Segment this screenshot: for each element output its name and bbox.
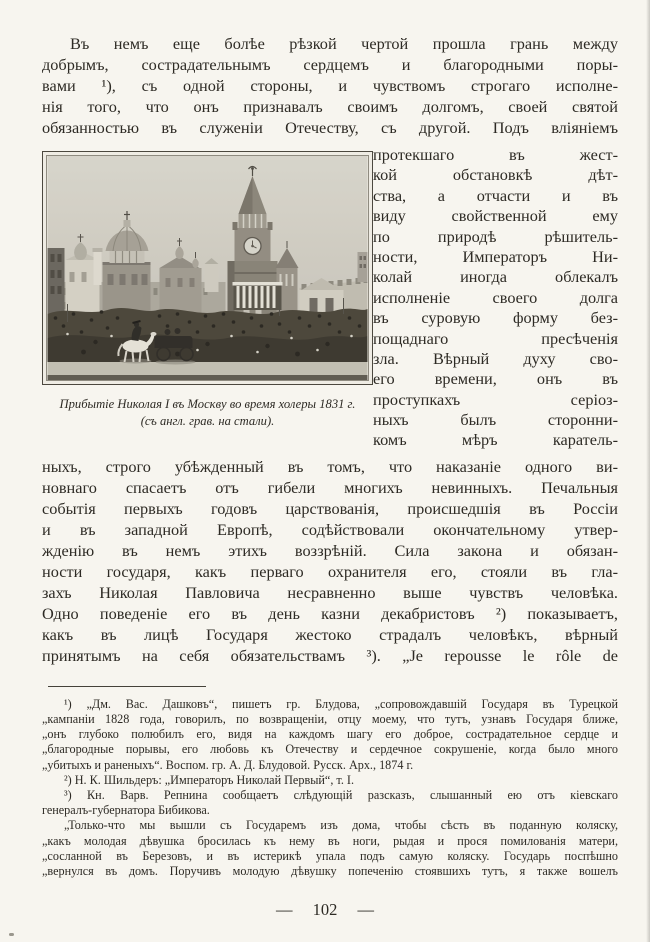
wrap-line: по природѣ рѣшитель- <box>373 226 618 246</box>
figure-and-wrap-text-row <box>42 145 618 451</box>
body-line: ныхъ, строго убѣжденный въ томъ, что наказаніе одного ви- <box>42 456 618 476</box>
body-line: захъ Николая Павловича несравненно выше чувствъ человѣка. <box>42 582 618 602</box>
figure-caption <box>34 396 381 430</box>
caption-line-2: (съ англ. грав. на стали). <box>140 414 275 428</box>
aged-tone-overlay <box>48 156 368 380</box>
footnote-line: „кампаніи 1828 года, говорилъ, по возвращеніи, отцу моему, что тутъ, узнавъ Государя ближе, <box>42 712 618 727</box>
body-line: принятымъ на себя обязательствамъ ³). „Je repousse le rôle de <box>42 645 618 665</box>
footnote-line: ³) Кн. Варв. Репнина сообщаетъ слѣдующій разсказъ, слышанный ею отъ кіевскаго <box>64 787 618 802</box>
body-line: жденію въ немъ этихъ воззрѣній. Сила закона и обязан- <box>42 540 618 560</box>
wrap-line: проступкахъ серіоз- <box>373 389 618 409</box>
scan-speck-artifact <box>9 933 14 936</box>
wrap-line: ности, Императоръ Ни- <box>373 246 618 266</box>
engraving-frame <box>42 151 373 385</box>
wrap-line: ства, а отчасти и въ <box>373 185 618 205</box>
wrap-line: пощаднаго пресѣченія <box>373 328 618 348</box>
footnote-line: „Только-что мы вышли съ Государемъ изъ дома, чтобы сѣсть въ поданную коляску, <box>64 818 618 833</box>
engraving-frame-inner <box>46 155 369 381</box>
wrap-line: его времени, онъ въ <box>373 369 618 389</box>
scan-edge-artifact <box>646 0 650 942</box>
paragraph-1 <box>42 33 618 138</box>
body-line: нія того, что онъ признавалъ своимъ долгомъ, своей святой <box>42 97 618 116</box>
wrap-line: въ суровую форму без- <box>373 308 618 328</box>
caption-line-1: Прибытіе Николая I въ Москву во время холеры 1831 г. <box>59 397 356 411</box>
body-line: Одно поведеніе его въ день казни декабристовъ ²) показываетъ, <box>42 603 618 623</box>
wrap-line: колай иногда облекалъ <box>373 267 618 287</box>
body-line: Въ немъ еще болѣе рѣзкой чертой прошла грань между <box>70 34 618 53</box>
footnote-line: ¹) „Дм. Вас. Дашковъ“, пишетъ гр. Блудова, „сопровождавшій Государя въ Турецкой <box>64 696 618 711</box>
footnote-line: ²) Н. К. Шильдеръ: „Императоръ Николай Первый“, т. I. <box>64 772 355 787</box>
footnote-line: „вернулся въ домъ. Поручивъ молодую дѣвушку попеченію стоявшихъ тутъ, я также вошелъ <box>42 863 618 878</box>
footnote-line: „онъ глубоко полюбилъ его, видя на каждомъ шагу его доброе, сострадательное сердце и <box>42 727 618 742</box>
footnote-line: „сосланной въ Березовъ, и въ истерикѣ упала подъ самую коляску. Государь поспѣшно <box>42 848 618 863</box>
body-line: ности государя, какъ перваго охранителя его, стояли въ гла- <box>42 561 618 581</box>
engraving-illustration <box>47 156 368 380</box>
footnotes <box>42 697 618 879</box>
wrap-line: зла. Вѣрный духу сво- <box>373 348 618 368</box>
footnote-line: „убитыхъ и раненыхъ“. Воспом. гр. А. Д. Блудовой. Русск. Арх., 1874 г. <box>42 757 414 772</box>
footnote-line: „благородные порывы, его любовь къ Отечеству и сердечное сокрушеніе, когда было много <box>42 742 618 757</box>
footnote-line: генералъ-губернатора Бибикова. <box>42 803 210 818</box>
body-line: и въ западной Европѣ, содѣйствовали окончательному утвер- <box>42 519 618 539</box>
body-line: новнаго спасаетъ отъ гибели многихъ невинныхъ. Печальныя <box>42 477 618 497</box>
wrap-line: кой обстановкѣ дѣт- <box>373 165 618 185</box>
wrap-line: виду свойственной ему <box>373 206 618 226</box>
wrap-line: исполненіе своего долга <box>373 287 618 307</box>
body-line: вами ¹), съ одной стороны, и чувствомъ строгаго исполне- <box>42 76 618 95</box>
footnote-separator <box>48 686 206 687</box>
footnote-line: „какъ молодая дѣвушка бросилась къ нему въ ноги, рыдая и прося помилованія матери, <box>42 833 618 848</box>
paragraph-2 <box>42 456 618 666</box>
wrap-line: комъ мѣръ каратель- <box>373 430 618 450</box>
wrap-text-column <box>373 145 618 451</box>
page-content <box>42 33 618 879</box>
body-line: какъ въ лицѣ Государя жестоко страдалъ человѣкъ, вѣрный <box>42 624 618 644</box>
wrap-line: протекшаго въ жест- <box>373 145 618 164</box>
figure-engraving <box>42 145 373 451</box>
body-line: обязанностью въ служеніи Отечеству, съ другой. Подъ вліяніемъ <box>42 118 618 137</box>
page-number: — 102 — <box>276 900 374 919</box>
body-line: добрымъ, сострадательнымъ сердцемъ и благородными поры- <box>42 55 618 74</box>
wrap-line: ныхъ былъ сторонни- <box>373 410 618 430</box>
page-number-footer <box>0 900 650 920</box>
body-line: событія первыхъ годовъ царствованія, происшедшія въ Россіи <box>42 498 618 518</box>
